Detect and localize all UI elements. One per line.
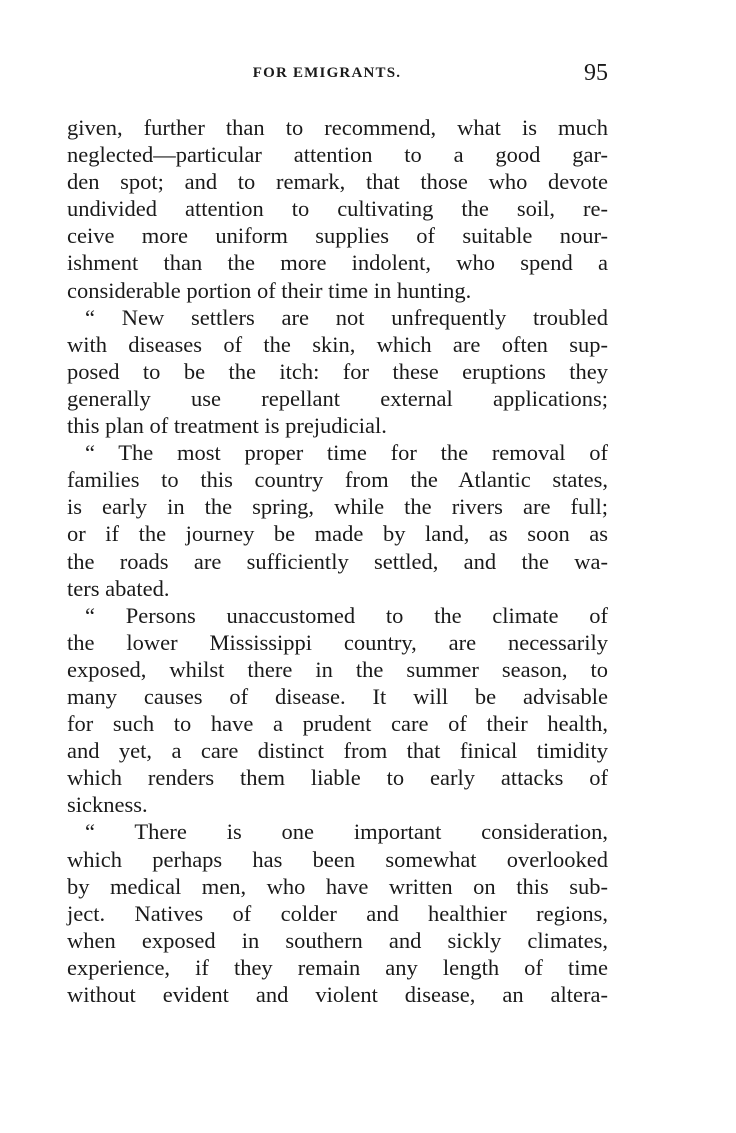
text-line: “ New settlers are not unfrequently troubled (85, 304, 608, 330)
text-line: posed to be the itch: for these eruptions they (67, 358, 608, 384)
text-line: this plan of treatment is prejudicial. (67, 413, 387, 439)
text-line: and yet, a care distinct from that finical timidity (67, 738, 608, 764)
text-line: neglected—particular attention to a good gar- (67, 142, 608, 168)
text-line: with diseases of the skin, which are often sup- (67, 331, 608, 357)
text-line: considerable portion of their time in hunting. (67, 277, 472, 303)
text-line: given, further than to recommend, what is much (67, 115, 608, 140)
text-line: ceive more uniform supplies of suitable nour- (67, 223, 608, 249)
text-line: the roads are sufficiently settled, and the wa- (67, 548, 608, 574)
text-line: when exposed in southern and sickly climates, (67, 927, 608, 953)
text-line: many causes of disease. It will be advisable (67, 683, 608, 709)
text-line: which renders them liable to early attacks of (67, 765, 608, 791)
text-line: sickness. (67, 792, 148, 818)
text-line: which perhaps has been somewhat overlooked (67, 846, 608, 872)
paragraph (67, 304, 608, 439)
text-line: ters abated. (67, 575, 170, 601)
text-line: families to this country from the Atlantic states, (67, 467, 608, 493)
running-head (67, 60, 608, 90)
text-line: is early in the spring, while the rivers are full; (67, 494, 608, 520)
paragraph (67, 602, 608, 819)
body-text (67, 114, 608, 1008)
text-line: for such to have a prudent care of their health, (67, 711, 608, 737)
text-line: by medical men, who have written on this sub- (67, 873, 608, 899)
text-line: without evident and violent disease, an altera- (67, 982, 608, 1007)
running-title: FOR EMIGRANTS. (252, 65, 402, 81)
text-line: exposed, whilst there in the summer season, to (67, 656, 608, 682)
text-line: or if the journey be made by land, as soon as (67, 521, 608, 547)
text-line: the lower Mississippi country, are necessarily (67, 629, 608, 655)
text-line: “ Persons unaccustomed to the climate of (85, 602, 608, 628)
text-line: den spot; and to remark, that those who devote (67, 169, 608, 195)
page-number: 95 (584, 60, 608, 86)
text-line: “ The most proper time for the removal of (85, 440, 608, 466)
text-line: experience, if they remain any length of time (67, 954, 608, 980)
text-line: ishment than the more indolent, who spend a (67, 250, 608, 276)
paragraph (67, 114, 608, 304)
paragraph (67, 818, 608, 1008)
text-line: ject. Natives of colder and healthier regions, (67, 900, 608, 926)
text-line: undivided attention to cultivating the soil, re- (67, 196, 608, 222)
paragraph (67, 439, 608, 602)
text-line: “ There is one important consideration, (85, 819, 608, 845)
text-line: generally use repellant external applications; (67, 385, 608, 411)
